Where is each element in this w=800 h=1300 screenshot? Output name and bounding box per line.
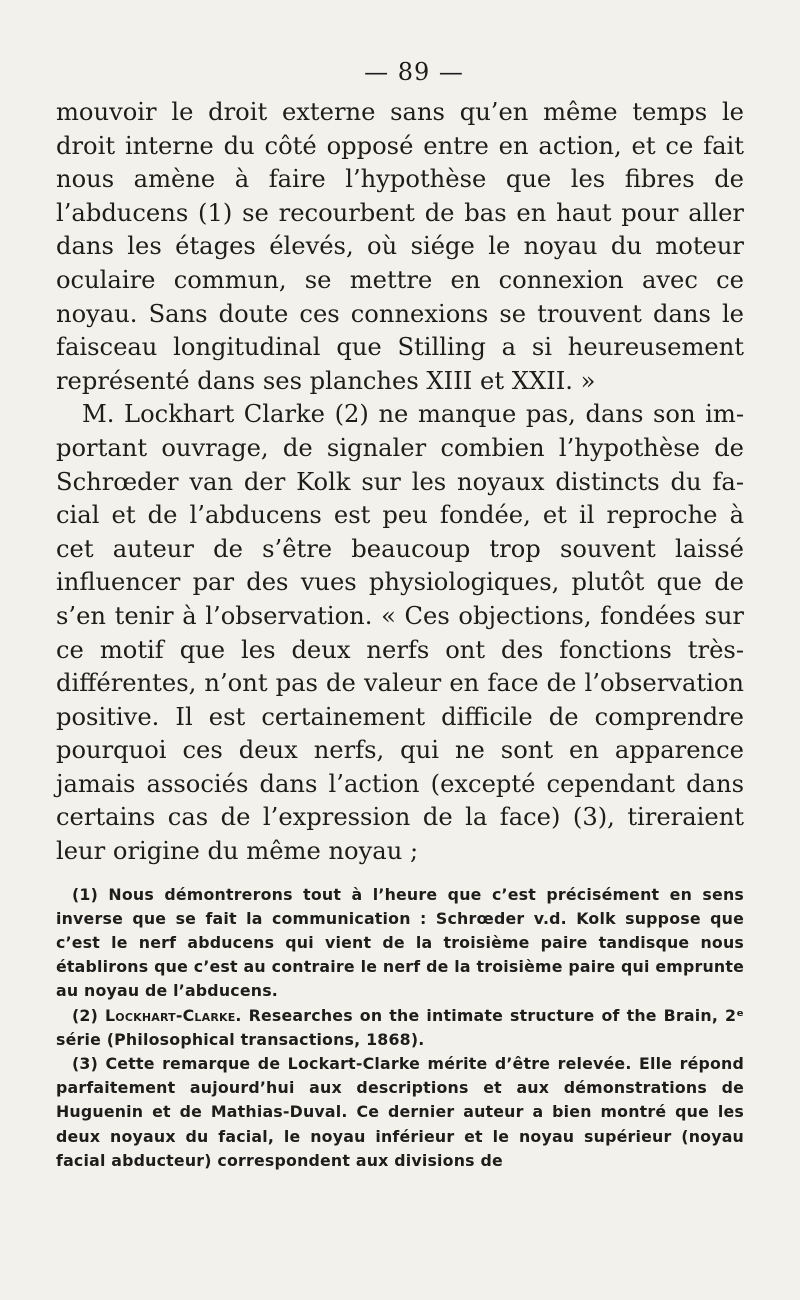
body-paragraph-2: M. Lockhart Clarke (2) ne manque pas, dans son important ouvrage, de signaler combien l’hypothèse de Schrœder van der Kolk sur les noyaux distincts du facial et de l’abducens est peu fondée, et il reproche à cet auteur de s’être beaucoup trop souvent laissé influencer par des vues physiologiques, plutôt que de s’en tenir à l’observation. « Ces objections, fondées sur ce motif que les deux nerfs ont des fonctions très-différentes, n’ont pas de valeur en face de l’observation positive. Il est certainement difficile de comprendre pourquoi ces deux nerfs, qui ne sont en apparence jamais associés dans l’action (excepté cependant dans certains cas de l’expression de la face) (3), tireraient leur origine du même noyau ; xyxy=(56,400,744,866)
footnote-3: (3) Cette remarque de Lockart-Clarke mérite d’être relevée. Elle répond parfaitement aujourd’hui aux descriptions et aux démonstrations de Huguenin et de Mathias-Duval. Ce dernier auteur a bien montré que les deux noyaux du facial, le noyau inférieur et le noyau supérieur (noyau facial abducteur) correspondent aux divisions de xyxy=(56,1054,744,1170)
footnotes xyxy=(56,883,744,1173)
body-paragraph-1: mouvoir le droit externe sans qu’en même temps le droit interne du côté opposé entre en action, et ce fait nous amène à faire l’hypothèse que les fibres de l’abducens (1) se recourbent de bas en haut pour aller dans les étages élevés, où siége le noyau du moteur oculaire commun, se mettre en connexion avec ce noyau. Sans doute ces connexions se trouvent dans le faisceau longitudinal que Stilling a si heureusement représenté dans ses planches XIII et XXII. » xyxy=(56,98,744,395)
footnote-2-marker: (2) xyxy=(72,1005,99,1025)
footnote-2 xyxy=(56,1004,744,1052)
main-text xyxy=(56,96,744,869)
footnote-2-author: Lockhart-Clarke. xyxy=(105,1005,242,1025)
footnote-2-citation: Researches on the intimate structure of the Brain, 2ᵉ série (Philosophical transactions, 1868). xyxy=(56,1005,744,1049)
page-number: — 89 — xyxy=(364,58,464,86)
footnote-1: (1) Nous démontrerons tout à l’heure que c’est précisément en sens inverse que se fait la communication : Schrœder v.d. Kolk suppose que c’est le nerf abducens qui vient de la troisième paire tandisque nous établirons que c’est au contraire le nerf de la troisième paire qui emprunte au noyau de l’abducens. xyxy=(56,884,744,1001)
